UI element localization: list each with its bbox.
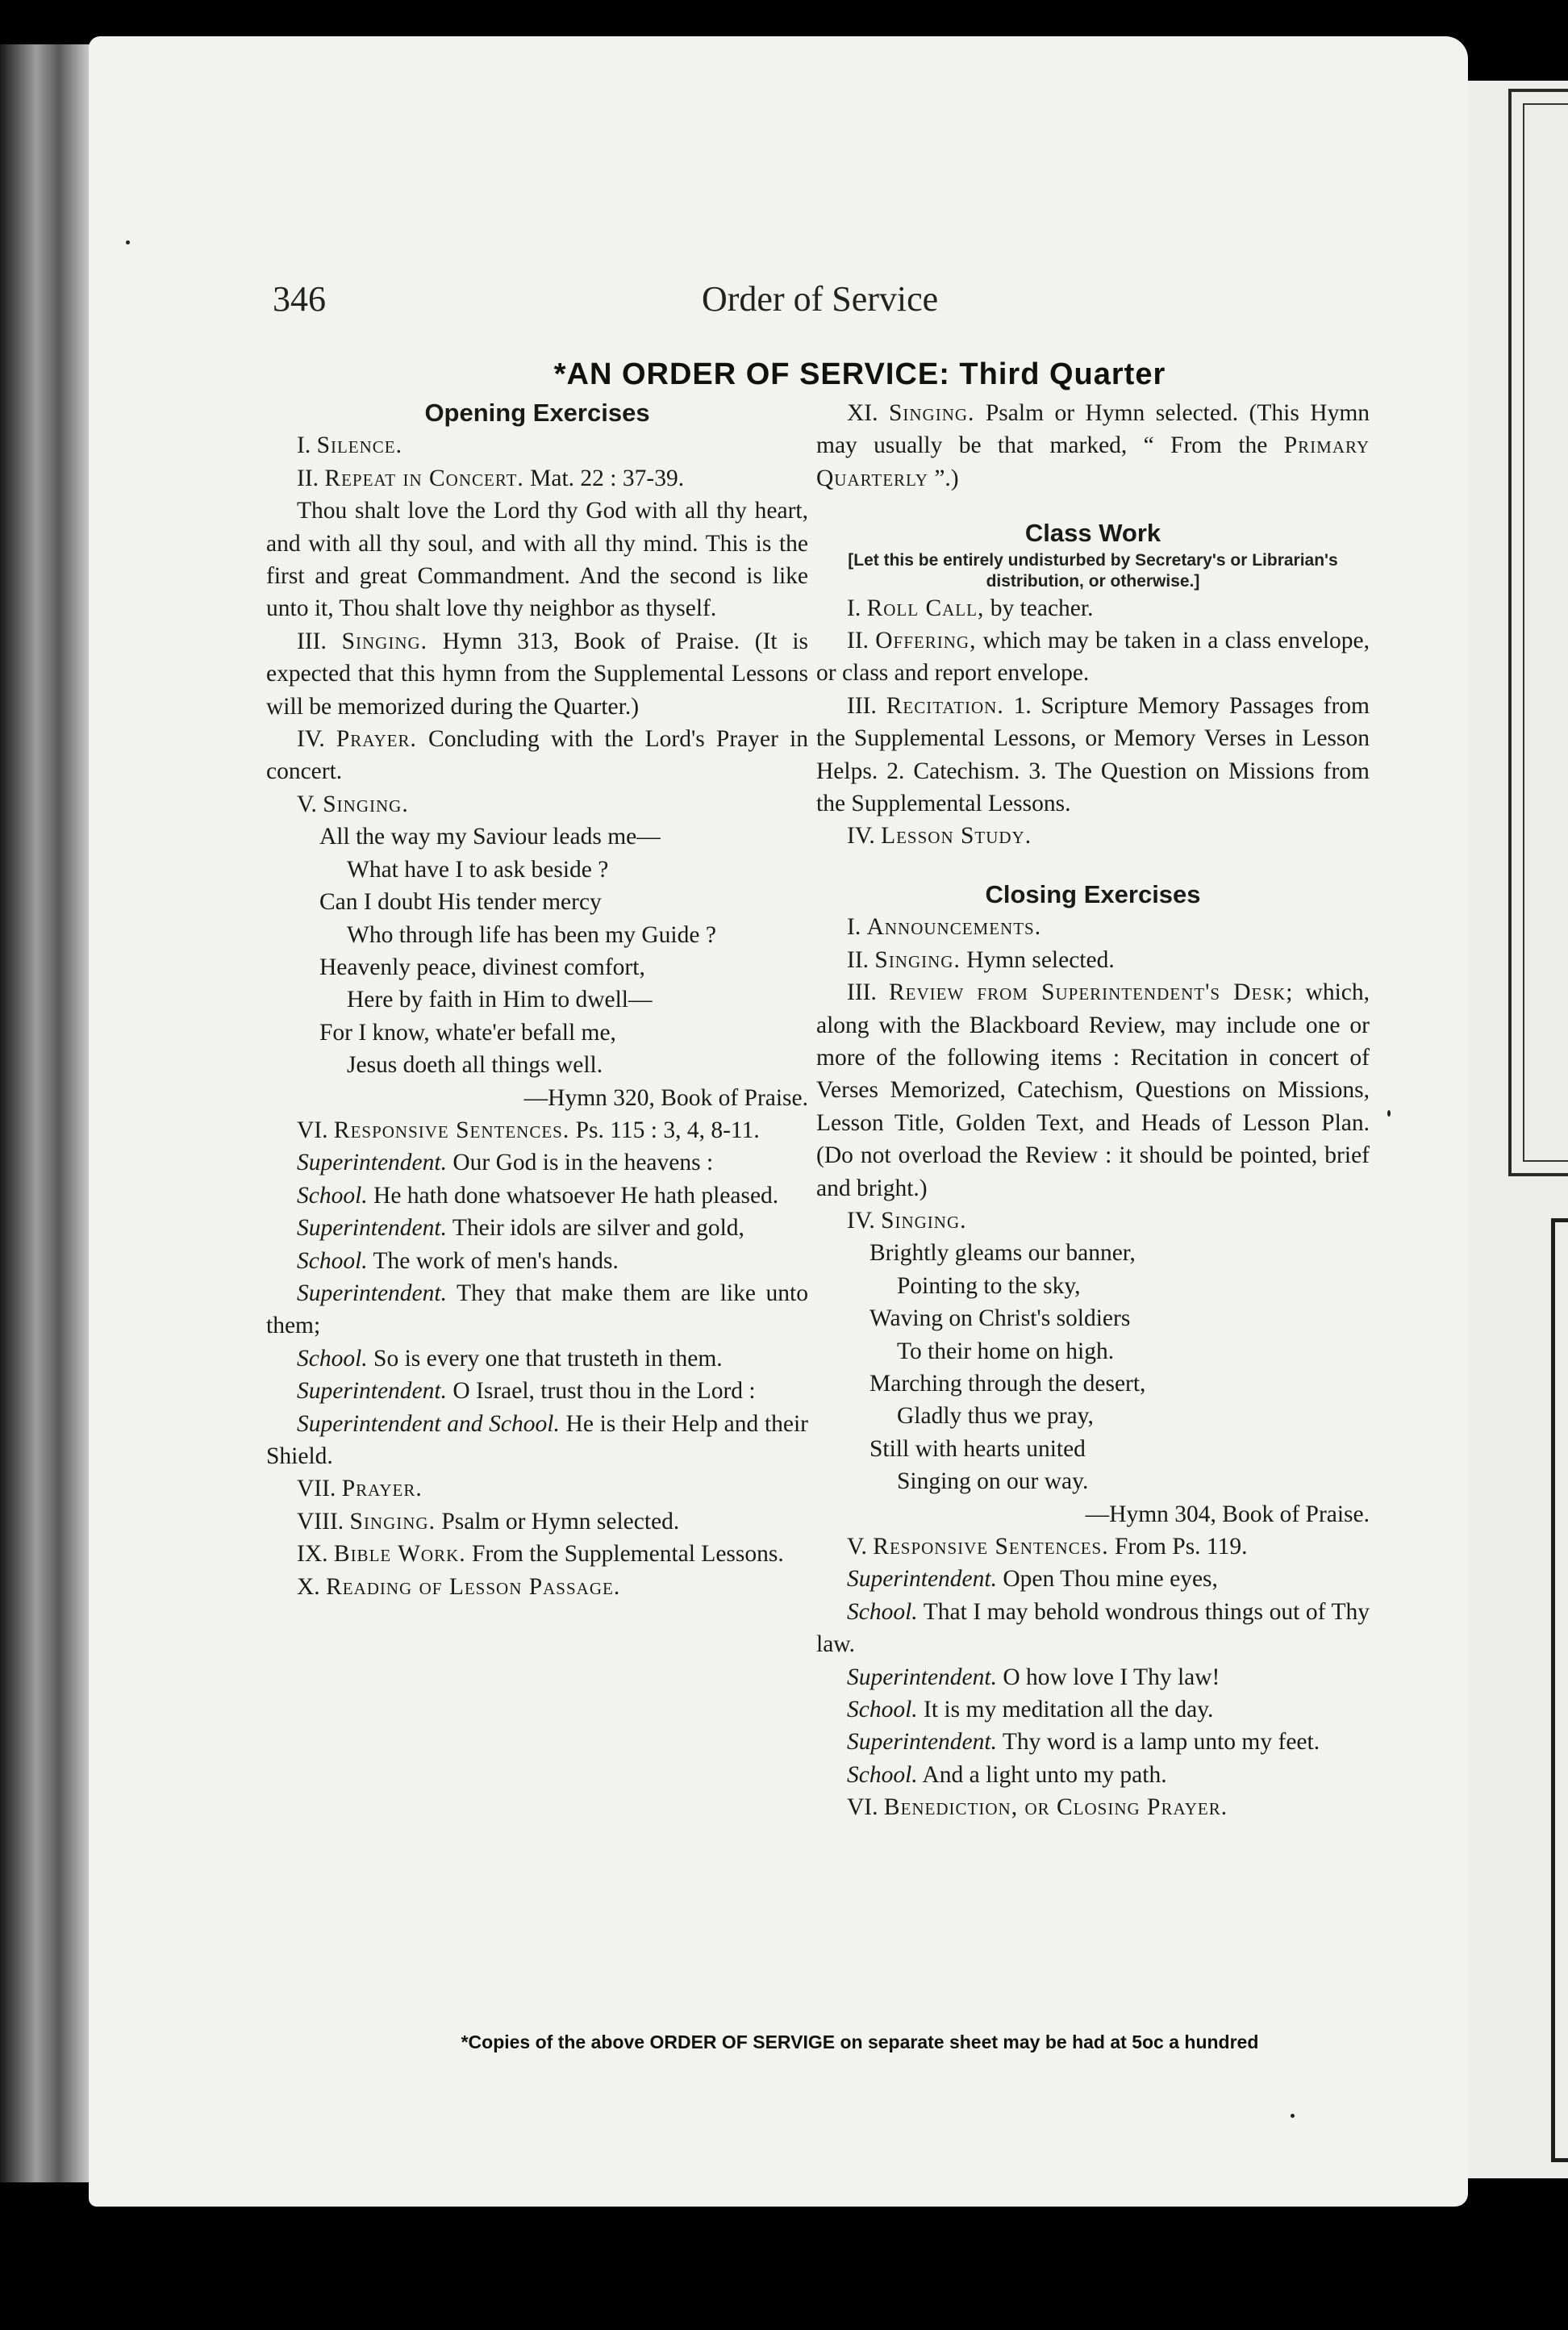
response-line [816, 1759, 1370, 1791]
item-prayer-2 [266, 1472, 808, 1505]
response-text: O how love I Thy law! [1003, 1664, 1220, 1690]
response-text: O Israel, trust thou in the Lord : [452, 1378, 756, 1405]
item-number: IV. [297, 726, 325, 753]
hymn-line: Waving on Christ's soldiers [869, 1305, 1131, 1332]
section-heading-opening: Opening Exercises [424, 399, 650, 427]
response-speaker: Superintendent. [297, 1215, 447, 1242]
response-text: The work of men's hands. [373, 1247, 619, 1274]
response-speaker: Superintendent and School. [297, 1410, 560, 1437]
item-singing-hymn-selected [816, 944, 1370, 976]
item-number: V. [297, 791, 317, 817]
hymn-line: Can I doubt His tender mercy [319, 889, 602, 916]
response-text: So is every one that trusteth in them. [373, 1345, 723, 1372]
page-title: *AN ORDER OF SERVICE: Third Quarter [553, 357, 1166, 391]
item-text: by teacher. [990, 595, 1094, 621]
item-label: Singing. [888, 400, 975, 426]
item-reading [266, 1571, 808, 1603]
response-line [816, 1563, 1370, 1595]
footnote: *Copies of the above ORDER OF SERVIGE on separate sheet may be had at 5oc a hundred [461, 2031, 1259, 2052]
item-recitation [816, 690, 1370, 821]
response-text: Thy word is a lamp unto my feet. [1002, 1729, 1320, 1756]
section-heading-class-work: Class Work [1024, 519, 1161, 548]
response-speaker: Superintendent. [847, 1664, 997, 1690]
item-label: Singing. [349, 1508, 436, 1535]
item-text: Ps. 115 : 3, 4, 8-11. [575, 1117, 760, 1143]
response-text: Their idols are silver and gold, [452, 1215, 744, 1242]
item-singing-313 [266, 625, 808, 723]
item-number: VI. [297, 1117, 328, 1143]
response-line [266, 1245, 808, 1277]
item-label: Singing. [341, 628, 428, 654]
response-text: He hath done whatsoever He hath pleased. [373, 1182, 779, 1209]
item-bible-work [266, 1538, 808, 1570]
item-lesson-study [816, 820, 1370, 852]
item-label: Reading of Lesson Passage. [326, 1573, 621, 1600]
item-number: VII. [297, 1476, 336, 1502]
response-speaker: Superintendent. [297, 1378, 447, 1405]
print-speck [1291, 2114, 1295, 2118]
hymn-attribution: —Hymn 304, Book of Praise. [1085, 1501, 1370, 1527]
item-number: I. [847, 914, 861, 941]
item-responsive-sentences-closing [816, 1530, 1370, 1563]
section-heading-closing: Closing Exercises [985, 879, 1201, 908]
response-speaker: School. [847, 1761, 918, 1788]
facing-page-frame-lower [1551, 1218, 1568, 2162]
item-label: Singing. [874, 946, 961, 973]
response-line [816, 1661, 1370, 1693]
item-number: IX. [297, 1541, 328, 1568]
item-label: Silence. [316, 432, 403, 459]
item-label: Lesson Study. [881, 823, 1032, 850]
class-work-note: [Let this be entirely undisturbed by Secretary's or Librarian's distribution, or otherwise.] [848, 550, 1338, 591]
item-number: VIII. [297, 1508, 344, 1535]
right-column [816, 397, 1370, 1824]
response-speaker: School. [297, 1182, 368, 1209]
item-number: II. [847, 946, 869, 973]
print-speck [126, 240, 130, 244]
item-number: IV. [847, 1207, 875, 1234]
item-number: IV. [847, 823, 875, 850]
response-line [266, 1212, 808, 1244]
book-binding-edge [0, 44, 95, 2182]
item-number: II. [847, 628, 869, 654]
item-label: Benediction, or Closing Prayer. [883, 1794, 1228, 1821]
response-line [816, 1726, 1370, 1758]
response-text: It is my meditation all the day. [924, 1697, 1214, 1723]
item-text: From the Supplemental Lessons. [472, 1541, 784, 1568]
response-speaker: School. [297, 1345, 368, 1372]
item-prayer [266, 723, 808, 788]
left-column [266, 397, 808, 1603]
item-review [816, 976, 1370, 1205]
scripture-quote: Thou shalt love the Lord thy God with all thy heart, and with all thy soul, and with all thy mind. This is the first and great Commandment. And the second is like unto it, Thou shalt love thy neighbor as thyself. [266, 498, 808, 622]
item-text: which may be taken in a class envelope, or class and report envelope. [816, 628, 1370, 687]
item-text: which, along with the Blackboard Review, may include one or more of the following items : Recitation in concert of Verses Memorized, Catechism, Questions on Missions, Lesson Title, Golden Text, and Heads of Lesson Plan. (Do not overload the Review : it should be pointed, brief and bright.) [816, 979, 1370, 1201]
item-singing [266, 788, 808, 821]
response-line [266, 1146, 808, 1179]
item-responsive-sentences [266, 1114, 808, 1146]
item-number: III. [847, 979, 877, 1006]
facing-page-frame-inner [1523, 103, 1568, 1162]
running-title: Order of Service [702, 279, 939, 319]
hymn-line: All the way my Saviour leads me— [319, 824, 661, 850]
response-line [816, 1693, 1370, 1726]
item-label: Roll Call, [866, 595, 985, 621]
item-label: Prayer. [336, 726, 417, 753]
hymn-verse [816, 1237, 1370, 1497]
item-text: Concluding with the Lord's Prayer in concert. [266, 726, 809, 785]
item-label: Bible Work. [333, 1541, 466, 1568]
item-label: Repeat in Concert. [324, 465, 524, 491]
response-line [266, 1180, 808, 1212]
response-line [266, 1342, 808, 1375]
item-text: Psalm or Hymn selected. (This Hymn may usually be that marked, “ From the [816, 400, 1370, 459]
page-number: 346 [273, 279, 326, 319]
hymn-line: What have I to ask beside ? [347, 856, 609, 883]
response-text: Our God is in the heavens : [452, 1150, 714, 1176]
item-text-tail: ”.) [934, 465, 959, 491]
hymn-line: Still with hearts united [869, 1435, 1086, 1462]
item-offering [816, 624, 1370, 690]
response-text: Open Thou mine eyes, [1003, 1566, 1218, 1593]
item-text: Hymn selected. [966, 946, 1115, 973]
item-number: I. [847, 595, 861, 621]
hymn-line: Jesus doeth all things well. [347, 1052, 603, 1079]
item-singing-xi [816, 397, 1370, 495]
item-text-smallcaps: Primary Quarterly [816, 432, 1370, 491]
item-announcements [816, 911, 1370, 943]
hymn-line: Brightly gleams our banner, [869, 1240, 1136, 1267]
item-singing-selected [266, 1505, 808, 1538]
item-label: Responsive Sentences. [873, 1534, 1109, 1560]
item-text: Hymn 313, Book of Praise. (It is expected that this hymn from the Supplemental Lessons will be memorized during the Quarter.) [266, 628, 808, 720]
response-speaker: School. [847, 1697, 918, 1723]
item-number: V. [847, 1534, 867, 1560]
item-number: XI. [847, 400, 878, 426]
hymn-line: Here by faith in Him to dwell— [347, 987, 653, 1013]
item-text: 1. Scripture Memory Passages from the Supplemental Lessons, or Memory Verses in Lesson Helps. 2. Catechism. 3. The Question on Missions from the Supplemental Lessons. [816, 692, 1370, 817]
item-label: Announcements. [866, 914, 1042, 941]
item-roll-call [816, 592, 1370, 624]
print-speck [1387, 1110, 1391, 1117]
hymn-line: To their home on high. [897, 1338, 1115, 1364]
item-number: X. [297, 1573, 320, 1600]
item-label: Review from Superintendent's Desk; [888, 979, 1294, 1006]
item-label: Offering, [875, 628, 977, 654]
response-line [266, 1277, 808, 1342]
item-text: Mat. 22 : 37-39. [530, 465, 685, 491]
item-number: VI. [847, 1794, 878, 1821]
item-label: Recitation. [886, 692, 1004, 719]
response-line [816, 1596, 1370, 1661]
hymn-verse [266, 821, 808, 1081]
item-label: Responsive Sentences. [333, 1117, 570, 1143]
response-speaker: Superintendent. [847, 1566, 997, 1593]
item-label: Prayer. [341, 1476, 423, 1502]
item-number: III. [297, 628, 327, 654]
item-label: Singing. [323, 791, 409, 817]
hymn-attribution: —Hymn 320, Book of Praise. [523, 1084, 808, 1111]
item-singing-closing [816, 1205, 1370, 1237]
response-speaker: Superintendent. [847, 1729, 997, 1756]
hymn-line: Pointing to the sky, [897, 1272, 1081, 1299]
response-speaker: Superintendent. [297, 1150, 447, 1176]
item-repeat-in-concert [266, 462, 808, 495]
response-line [266, 1375, 808, 1407]
response-text: They that make them are like unto them; [266, 1280, 808, 1339]
hymn-line: Marching through the desert, [869, 1370, 1146, 1397]
response-speaker: Superintendent. [297, 1280, 447, 1306]
response-text: And a light unto my path. [922, 1761, 1167, 1788]
item-text: From Ps. 119. [1114, 1534, 1248, 1560]
item-number: II. [297, 465, 319, 491]
response-speaker: School. [297, 1247, 368, 1274]
hymn-line: Who through life has been my Guide ? [347, 921, 716, 948]
item-label: Singing. [881, 1207, 967, 1234]
response-speaker: School. [847, 1598, 918, 1625]
hymn-line: Heavenly peace, divinest comfort, [319, 954, 645, 980]
response-text: That I may behold wondrous things out of Thy law. [816, 1598, 1370, 1658]
item-number: I. [297, 432, 311, 459]
spacer [816, 495, 1370, 517]
item-number: III. [847, 692, 877, 719]
hymn-line: Singing on our way. [897, 1468, 1089, 1495]
hymn-line: Gladly thus we pray, [897, 1403, 1094, 1430]
spacer [816, 853, 1370, 879]
response-text: He is their Help and their Shield. [266, 1410, 809, 1469]
response-line [266, 1408, 808, 1473]
item-text: Psalm or Hymn selected. [441, 1508, 680, 1535]
item-silence [266, 429, 808, 461]
facing-page-frame [1508, 89, 1568, 1176]
item-benediction [816, 1791, 1370, 1823]
hymn-line: For I know, whate'er befall me, [319, 1019, 616, 1046]
